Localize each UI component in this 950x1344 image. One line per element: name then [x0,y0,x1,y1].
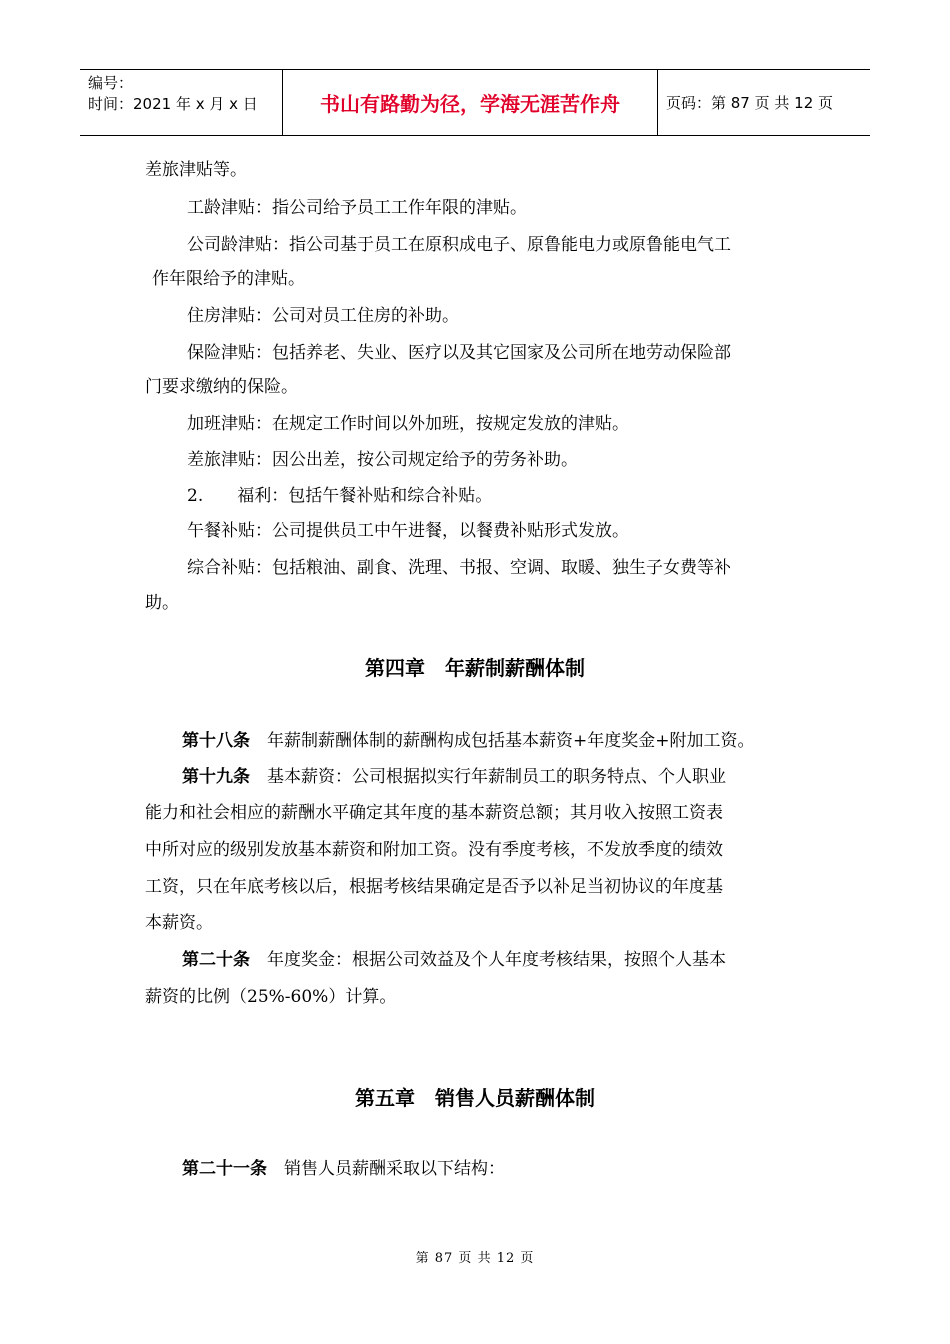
header-time: 时间：2021 年 x 月 x 日 [88,95,258,113]
article-21-text: 销售人员薪酬采取以下结构： [267,1159,505,1179]
body-line: 门要求缴纳的保险。 [145,377,298,397]
body-line: 差旅津贴等。 [145,160,247,180]
article-21-label: 第二十一条 [182,1159,267,1179]
body-line: 能力和社会相应的薪酬水平确定其年度的基本薪资总额；其月收入按照工资表 [145,803,723,823]
article-19-text: 基本薪资：公司根据拟实行年薪制员工的职务特点、个人职业 [250,767,726,787]
article-18-text: 年薪制薪酬体制的薪酬构成包括基本薪资+年度奖金+附加工资。 [250,731,755,751]
article-20 [182,948,726,972]
body-line: 差旅津贴：因公出差，按公司规定给予的劳务补助。 [187,450,578,470]
body-line: 本薪资。 [145,913,213,933]
article-18 [182,729,755,753]
chapter-5-title: 第五章 销售人员薪酬体制 [355,1086,595,1110]
body-line: 保险津贴：包括养老、失业、医疗以及其它国家及公司所在地劳动保险部 [187,343,731,363]
body-line: 工龄津贴：指公司给予员工工作年限的津贴。 [187,198,527,218]
header-code: 编号： [88,74,134,92]
body-line: 助。 [145,593,179,613]
body-line: 加班津贴：在规定工作时间以外加班，按规定发放的津贴。 [187,414,629,434]
header-meta [80,70,282,135]
article-18-label: 第十八条 [182,731,250,751]
article-20-label: 第二十条 [182,950,250,970]
body-line: 2. 福利：包括午餐补贴和综合补贴。 [187,486,493,506]
page-header [80,69,870,136]
body-line: 综合补贴：包括粮油、副食、洗理、书报、空调、取暖、独生子女费等补 [187,558,731,578]
body-line: 住房津贴：公司对员工住房的补助。 [187,306,459,326]
article-21 [182,1157,505,1181]
body-line: 中所对应的级别发放基本薪资和附加工资。没有季度考核，不发放季度的绩效 [145,840,723,860]
chapter-4-title: 第四章 年薪制薪酬体制 [365,656,585,680]
body-line: 薪资的比例（25%-60%）计算。 [145,987,397,1007]
article-19-label: 第十九条 [182,767,250,787]
article-19 [182,765,726,789]
body-line: 作年限给予的津贴。 [152,269,305,289]
header-motto: 书山有路勤为径，学海无涯苦作舟 [282,70,658,135]
article-20-text: 年度奖金：根据公司效益及个人年度考核结果，按照个人基本 [250,950,726,970]
body-line: 公司龄津贴：指公司基于员工在原积成电子、原鲁能电力或原鲁能电气工 [187,235,731,255]
header-page: 页码：第 87 页 共 12 页 [666,94,834,112]
body-line: 工资，只在年底考核以后，根据考核结果确定是否予以补足当初协议的年度基 [145,877,723,897]
body-line: 午餐补贴：公司提供员工中午进餐，以餐费补贴形式发放。 [187,521,629,541]
page-footer: 第 87 页 共 12 页 [415,1251,535,1266]
